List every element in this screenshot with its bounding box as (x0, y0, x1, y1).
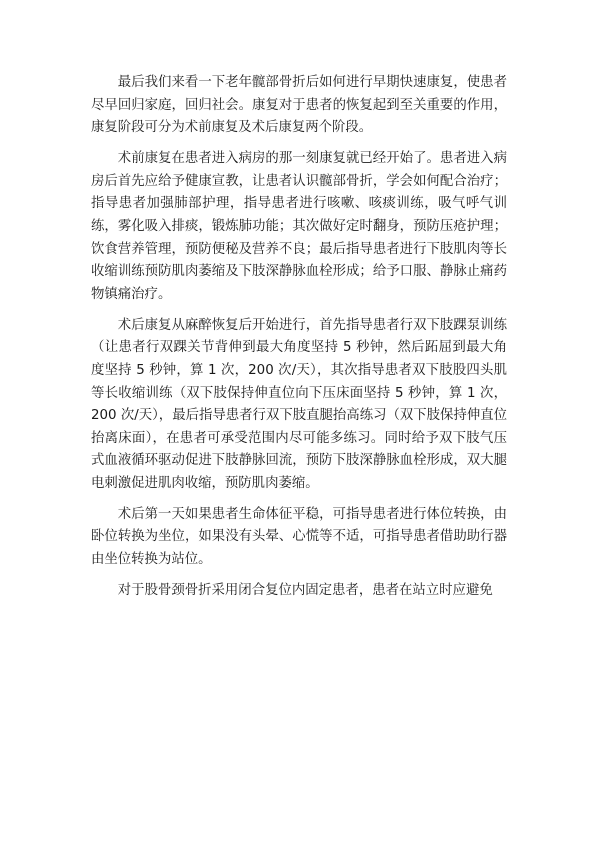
document-body (91, 72, 507, 611)
paragraph-preoperative-rehab: 术前康复在患者进入病房的那一刻康复就已经开始了。患者进入病房后首先应给予健康宣教，让患者认识髋部骨折，学会如何配合治疗；指导患者加强肺部护理，指导患者进行咳嗽、咳痰训练，吸气呼气训练，雾化吸入排痰，锻炼肺功能；其次做好定时翻身，预防压疮护理；饮食营养管理，预防便秘及营养不良；最后指导患者进行下肢肌肉等长收缩训练预防肌肉萎缩及下肢深静脉血栓形成；给予口服、静脉止痛药物镇痛治疗。 (91, 151, 507, 302)
paragraph-first-day: 术后第一天如果患者生命体征平稳，可指导患者进行体位转换，由卧位转换为坐位，如果没有头晕、心慌等不适，可指导患者借助助行器由坐位转换为站位。 (91, 506, 507, 568)
paragraph-postoperative-rehab: 术后康复从麻醉恢复后开始进行，首先指导患者行双下肢踝泵训练（让患者行双踝关节背伸到最大角度坚持 5 秒钟，然后跖屈到最大角度坚持 5 秒钟，算 1 次，200 次/天），其次指导患者双下肢股四头肌等长收缩训练（双下肢保持伸直位向下压床面坚持 5 秒钟，算 1 次，200 次/天），最后指导患者行双下肢直腿抬高练习（双下肢保持伸直位抬离床面），在患者可承受范围内尽可能多练习。同时给予双下肢气压式血液循环驱动促进下肢静脉回流，预防下肢深静脉血栓形成，双大腿电刺激促进肌肉收缩，预防肌肉萎缩。 (91, 317, 507, 491)
paragraph-femoral-neck: 对于股骨颈骨折采用闭合复位内固定患者，患者在站立时应避免 (117, 583, 493, 599)
paragraph-intro: 最后我们来看一下老年髋部骨折后如何进行早期快速康复，使患者尽早回归家庭，回归社会。康复对于患者的恢复起到至关重要的作用，康复阶段可分为术前康复及术后康复两个阶段。 (91, 75, 507, 136)
